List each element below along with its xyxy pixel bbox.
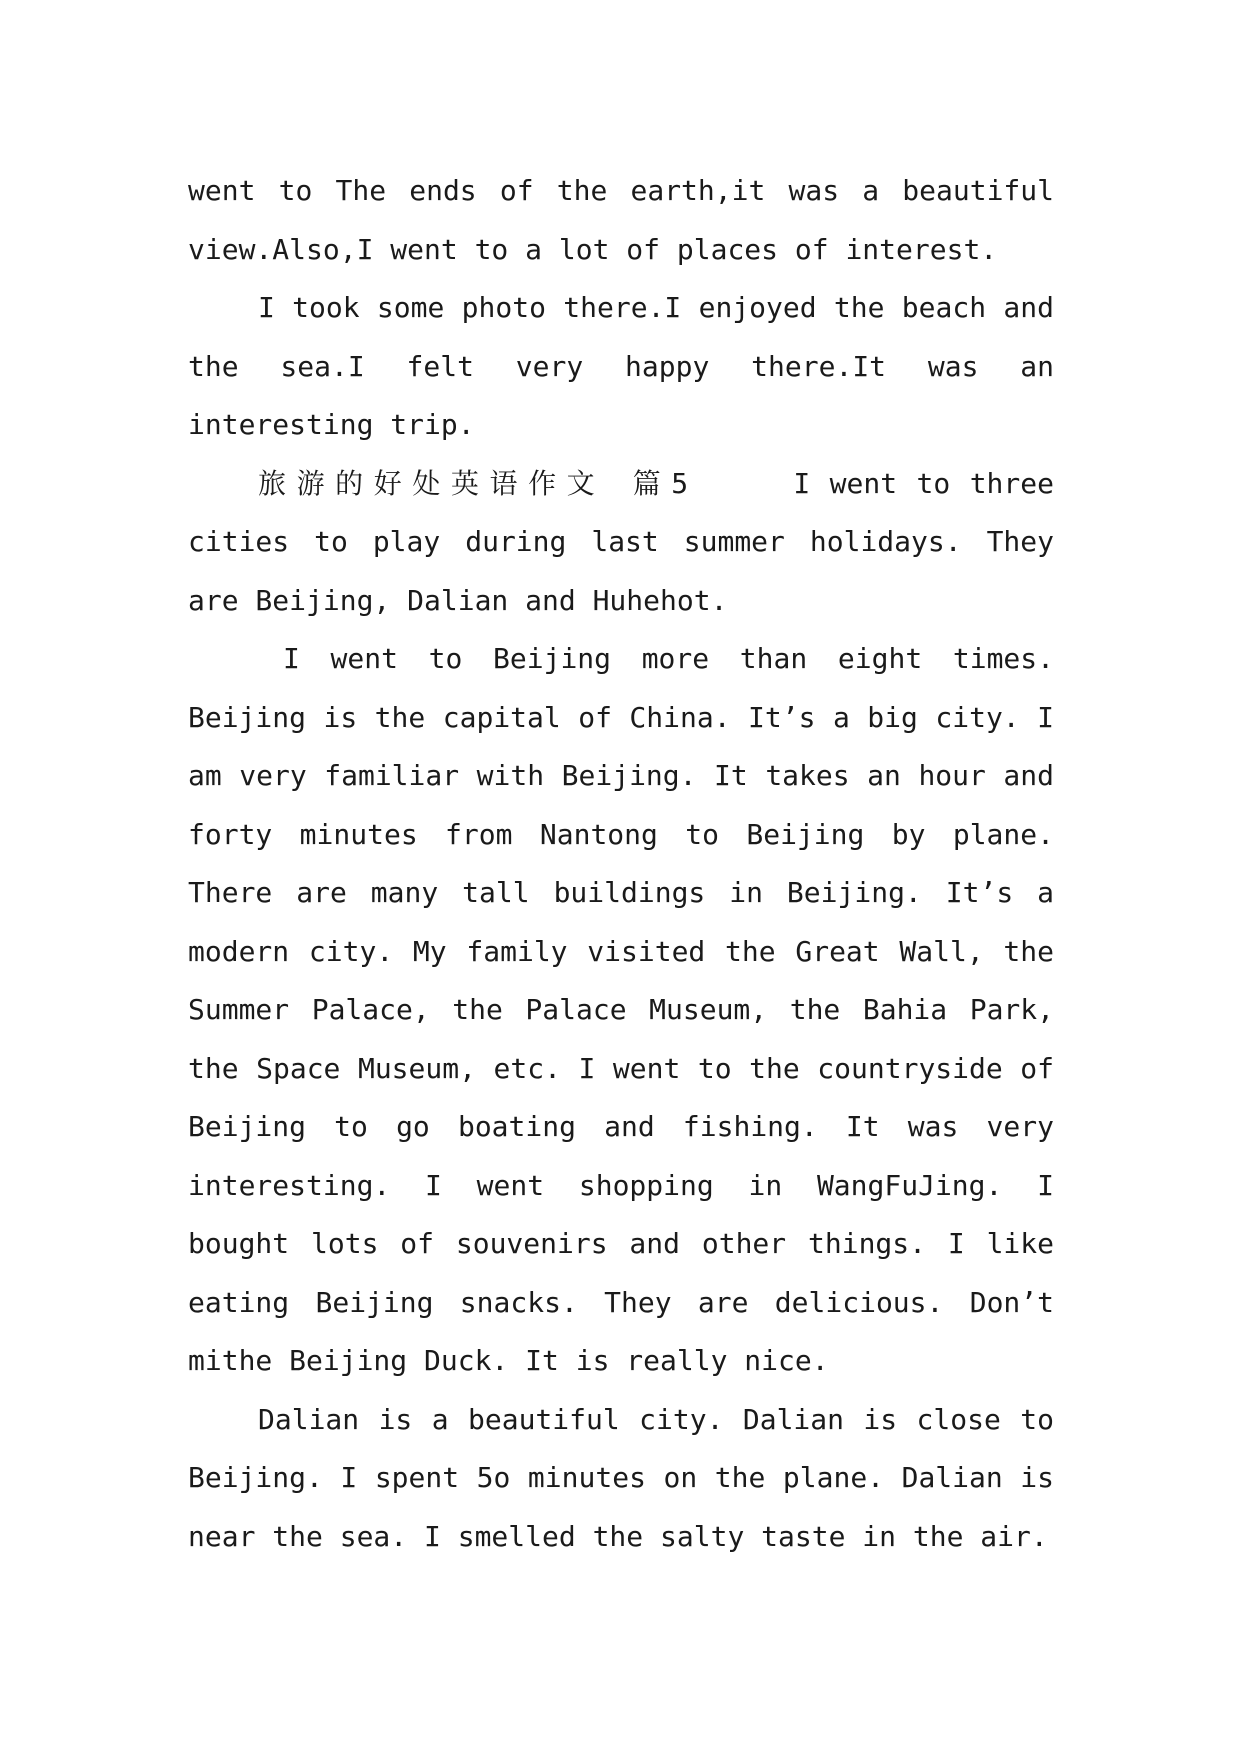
paragraph-text: went to The ends of the earth,it was a beautiful view.Also,I went to a lot of places of interest.	[188, 174, 1054, 266]
essay-heading: 旅游的好处英语作文 篇5	[258, 466, 697, 500]
paragraph-beijing	[188, 630, 1054, 1391]
paragraph-trip-ends-of-earth	[188, 162, 1054, 279]
paragraph-text: Dalian is a beautiful city. Dalian is close to Beijing. I spent 5o minutes on the plane. Dalian is near the sea. I smelled the salty taste in the air.	[188, 1402, 1054, 1553]
paragraph-text: I went to Beijing more than eight times. Beijing is the capital of China. It’s a big city. I am very familiar with Beijing. It takes an hour and forty minutes from Nantong to Beijing by plane. There are many tall buildings in Beijing. It’s a modern city. My family visited the Great Wall, the Summer Palace, the Palace Museum, the Bahia Park, the Space Museum, etc. I went to the countryside of Beijing to go boating and fishing. It was very interesting. I went shopping in WangFuJing. I bought lots of souvenirs and other things. I like eating Beijing snacks. They are delicious. Don’t mithe Beijing Duck. It is really nice.	[188, 642, 1054, 1377]
paragraph-text: I went to three cities to play during last summer holidays. They are Beijing, Dalian and Huhehot.	[188, 466, 1054, 617]
paragraph-text: I took some photo there.I enjoyed the beach and the sea.I felt very happy there.It was an interesting trip.	[188, 291, 1054, 441]
essay-body	[188, 162, 1054, 1566]
paragraph-photos-beach	[188, 279, 1054, 455]
paragraph-dalian	[188, 1391, 1054, 1567]
paragraph-essay-5-intro	[188, 455, 1054, 631]
